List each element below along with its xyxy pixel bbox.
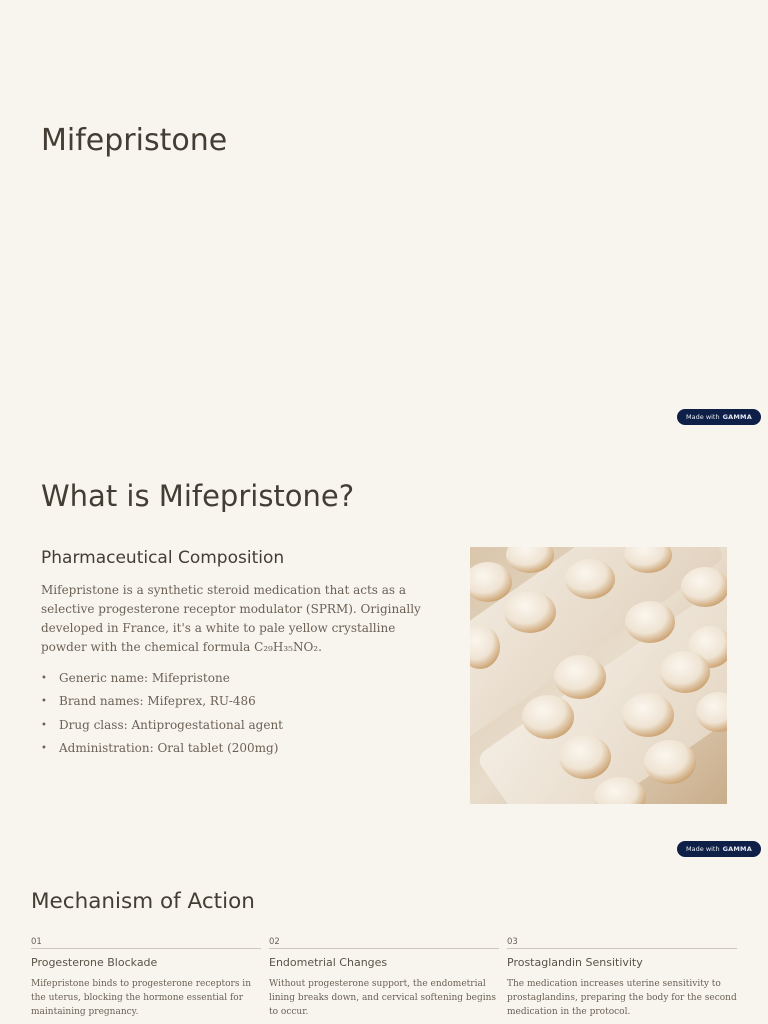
list-item [41, 693, 283, 716]
step-description: Mifepristone binds to progesterone receptors in the uterus, blocking the hormone essential for maintaining pregnancy. [31, 979, 251, 1017]
badge-prefix: Made with [686, 413, 720, 421]
step-title: Progesterone Blockade [31, 956, 158, 969]
step-title: Endometrial Changes [269, 956, 388, 969]
list-item [41, 740, 283, 763]
step-number: 02 [269, 936, 499, 949]
bullet-icon: • [41, 696, 47, 708]
step-description: The medication increases uterine sensitivity to prostaglandins, preparing the body for the second medication in the protocol. [507, 979, 737, 1017]
step-description: Without progesterone support, the endometrial lining breaks down, and cervical softening begins to occur. [269, 979, 497, 1017]
slide-title-mifepristone: Mifepristone [41, 123, 228, 158]
mechanism-step [507, 936, 737, 1019]
list-item [41, 670, 283, 693]
fact-text: Drug class: Antiprogestational agent [59, 717, 283, 732]
step-number: 03 [507, 936, 737, 949]
gamma-logo: GAMMA [722, 413, 752, 421]
made-with-gamma-badge[interactable] [677, 841, 761, 857]
fact-text: Administration: Oral tablet (200mg) [59, 740, 279, 755]
drug-facts-list [41, 670, 283, 763]
mechanism-step [269, 936, 499, 1019]
mechanism-step [31, 936, 261, 1019]
made-with-gamma-badge[interactable] [677, 409, 761, 425]
fact-text: Brand names: Mifeprex, RU-486 [59, 694, 256, 709]
fact-text: Generic name: Mifepristone [59, 671, 230, 685]
slide-title-what-is: What is Mifepristone? [41, 479, 355, 513]
list-item [41, 717, 283, 740]
composition-paragraph: Mifepristone is a synthetic steroid medication that acts as a selective progesterone receptor modulator (SPRM). Originally developed in France, it's a white to pale yellow crystalline powder with the chemical formula C₂₉H₃₅NO₂. [41, 583, 421, 654]
bullet-icon: • [41, 673, 47, 684]
slide-title-mechanism: Mechanism of Action [31, 889, 255, 914]
gamma-logo: GAMMA [722, 845, 752, 853]
step-number: 01 [31, 936, 261, 949]
bullet-icon: • [41, 742, 47, 754]
bullet-icon: • [41, 719, 47, 731]
badge-prefix: Made with [686, 845, 720, 853]
section-subheading: Pharmaceutical Composition [41, 548, 285, 568]
step-title: Prostaglandin Sensitivity [507, 956, 643, 969]
pill-blister-pack-image [470, 547, 727, 804]
